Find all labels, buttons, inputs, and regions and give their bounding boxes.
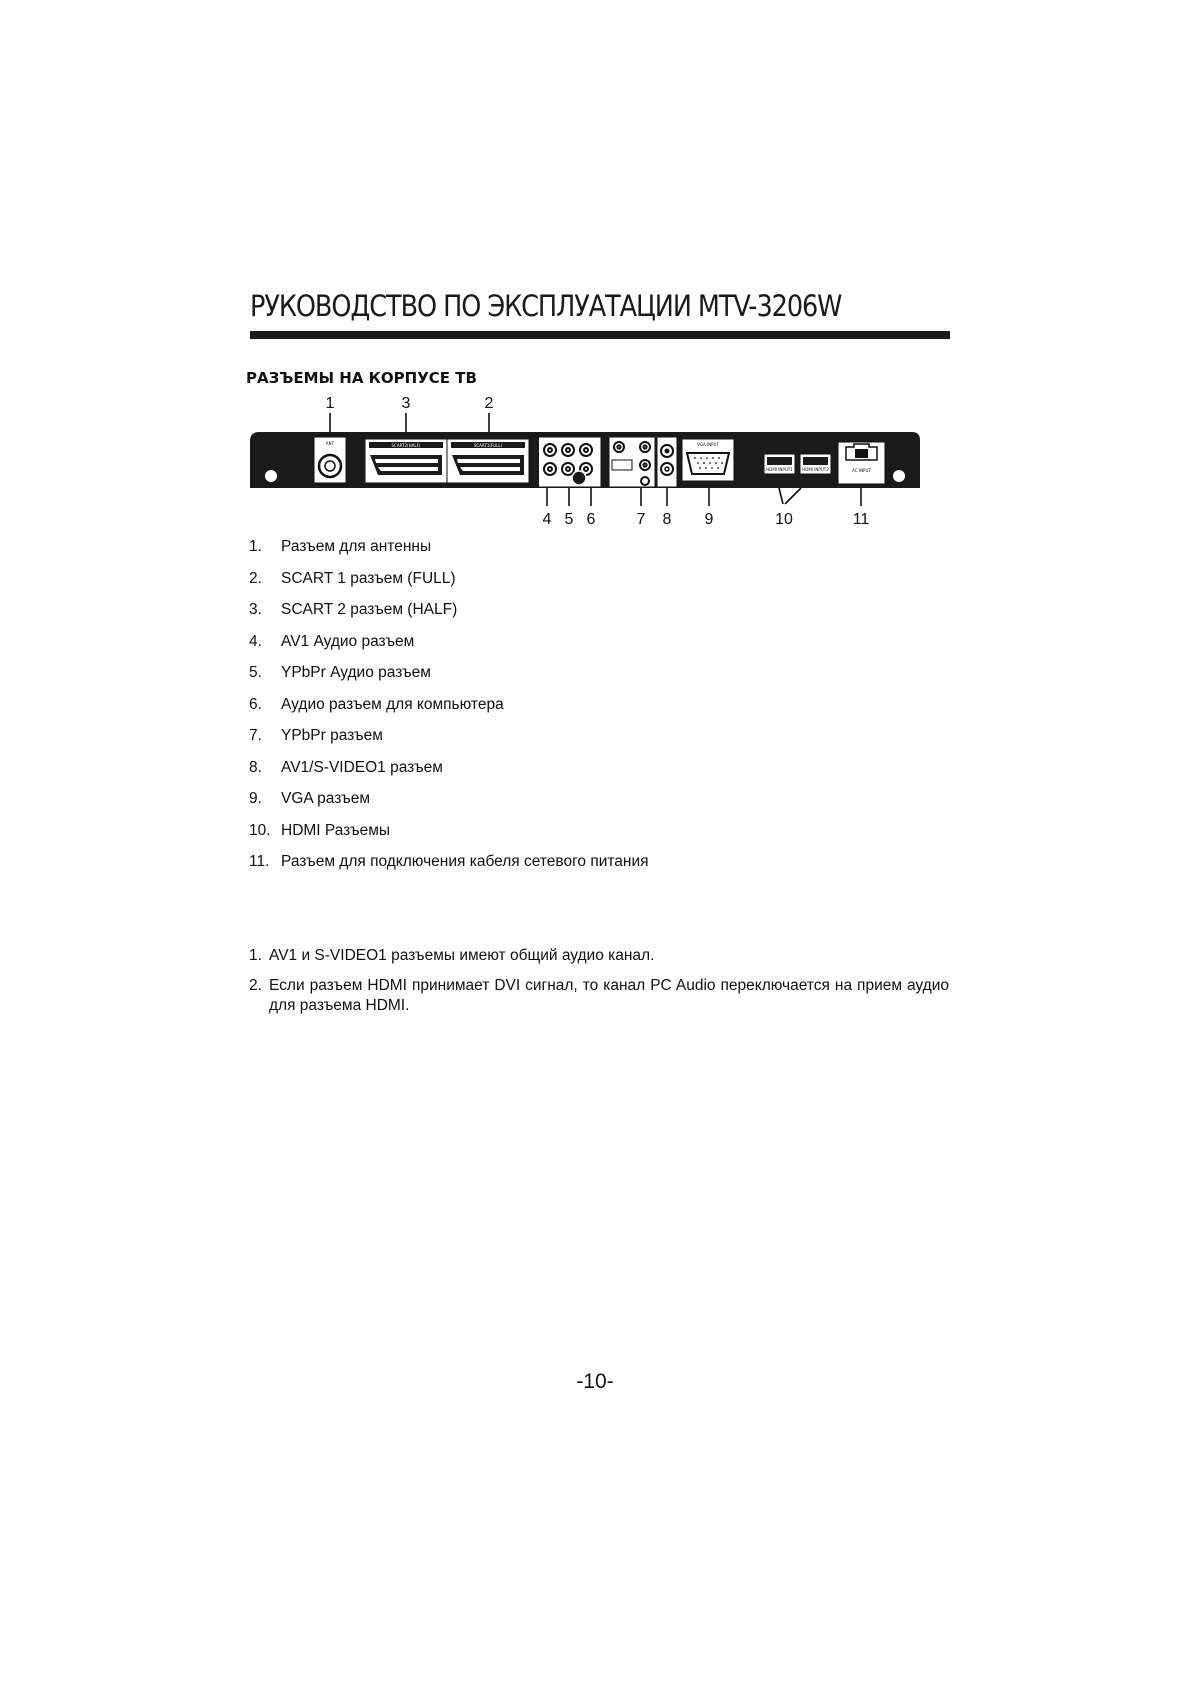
callout-7: 7 <box>636 511 646 528</box>
hdmi-port-2 <box>800 454 831 474</box>
bottom-leader-lines <box>547 488 861 506</box>
section-heading: РАЗЪЕМЫ НА КОРПУСЕ ТВ <box>246 369 477 387</box>
scart2-port <box>365 439 447 483</box>
connector-text: SCART 2 разъем (HALF) <box>281 601 458 618</box>
audio-rca-block <box>531 437 601 487</box>
page-title: РУКОВОДСТВО ПО ЭКСПЛУАТАЦИИ MTV-3206W <box>250 289 842 323</box>
connector-number: 10. <box>249 821 271 839</box>
connector-text: YPbPr разъем <box>281 727 383 744</box>
connector-item <box>249 570 649 602</box>
page-number: -10- <box>576 1370 614 1393</box>
ypbpr-port-block <box>609 437 655 487</box>
scart1-port <box>447 439 529 483</box>
hdmi-port-1 <box>764 454 795 474</box>
connector-text: Разъем для антенны <box>281 538 432 555</box>
callout-3: 3 <box>401 395 411 412</box>
power-socket <box>838 442 885 484</box>
connector-text: Разъем для подключения кабеля сетевого питания <box>281 853 649 870</box>
connector-text: Аудио разъем для компьютера <box>281 695 504 713</box>
connector-item <box>249 696 649 728</box>
callout-11: 11 <box>852 511 870 528</box>
vga-port <box>682 439 734 481</box>
connector-number: 11. <box>249 853 270 870</box>
connector-item <box>249 633 649 665</box>
antenna-port-label: ANT <box>325 441 335 446</box>
connector-number: 1. <box>249 538 262 555</box>
callout-4: 4 <box>542 511 552 528</box>
mounting-hole-left <box>265 470 277 482</box>
connector-item <box>249 822 649 854</box>
av1-svideo-port <box>657 437 677 487</box>
connector-text: AV1/S-VIDEO1 разъем <box>281 758 443 776</box>
connector-list <box>249 538 649 885</box>
connector-number: 5. <box>249 664 262 681</box>
note-text: Если разъем HDMI принимает DVI сигнал, то канал PC Audio переключается на прием аудио для разъема HDMI. <box>269 977 949 1014</box>
note-text: AV1 и S-VIDEO1 разъемы имеют общий аудио канал. <box>269 947 655 964</box>
hdmi-port-2-label: HDMI INPUT2 <box>802 467 829 472</box>
notes-list <box>249 946 949 1026</box>
connector-number: 6. <box>249 695 262 713</box>
connector-item <box>249 790 649 822</box>
connector-text: VGA разъем <box>281 790 370 807</box>
connector-item <box>249 853 649 885</box>
callout-6: 6 <box>586 511 596 528</box>
note-item <box>249 976 949 1016</box>
mounting-hole-right <box>893 470 905 482</box>
scart2-port-label: SCART2(HALF) <box>391 443 421 448</box>
title-rule <box>250 331 950 339</box>
callout-1: 1 <box>325 395 335 412</box>
note-item <box>249 946 949 966</box>
connector-number: 4. <box>249 632 262 650</box>
connector-text: AV1 Аудио разъем <box>281 632 415 650</box>
connector-item <box>249 759 649 791</box>
tv-rear-panel-diagram <box>245 392 925 528</box>
connector-text: SCART 1 разъем (FULL) <box>281 569 456 587</box>
callout-10: 10 <box>775 511 793 528</box>
connector-item <box>249 601 649 633</box>
connector-number: 9. <box>249 790 262 807</box>
connector-text: HDMI Разъемы <box>281 821 391 839</box>
hdmi-port-1-label: HDMI INPUT1 <box>766 467 793 472</box>
power-socket-label: AC INPUT <box>852 468 871 473</box>
antenna-port <box>314 437 346 483</box>
callout-8: 8 <box>662 511 672 528</box>
connector-number: 3. <box>249 601 262 618</box>
callout-2: 2 <box>484 395 494 412</box>
connector-number: 7. <box>249 727 262 744</box>
connector-item <box>249 664 649 696</box>
callout-5: 5 <box>564 511 574 528</box>
note-number: 2. <box>249 977 262 994</box>
vga-port-label: VGA INPUT <box>697 442 719 447</box>
callout-9: 9 <box>704 511 714 528</box>
scart1-port-label: SCART1(FULL) <box>473 443 503 448</box>
connector-item <box>249 727 649 759</box>
connector-text: YPbPr Аудио разъем <box>281 664 431 681</box>
note-number: 1. <box>249 947 262 964</box>
connector-number: 8. <box>249 758 262 776</box>
connector-number: 2. <box>249 569 262 587</box>
connector-item <box>249 538 649 570</box>
